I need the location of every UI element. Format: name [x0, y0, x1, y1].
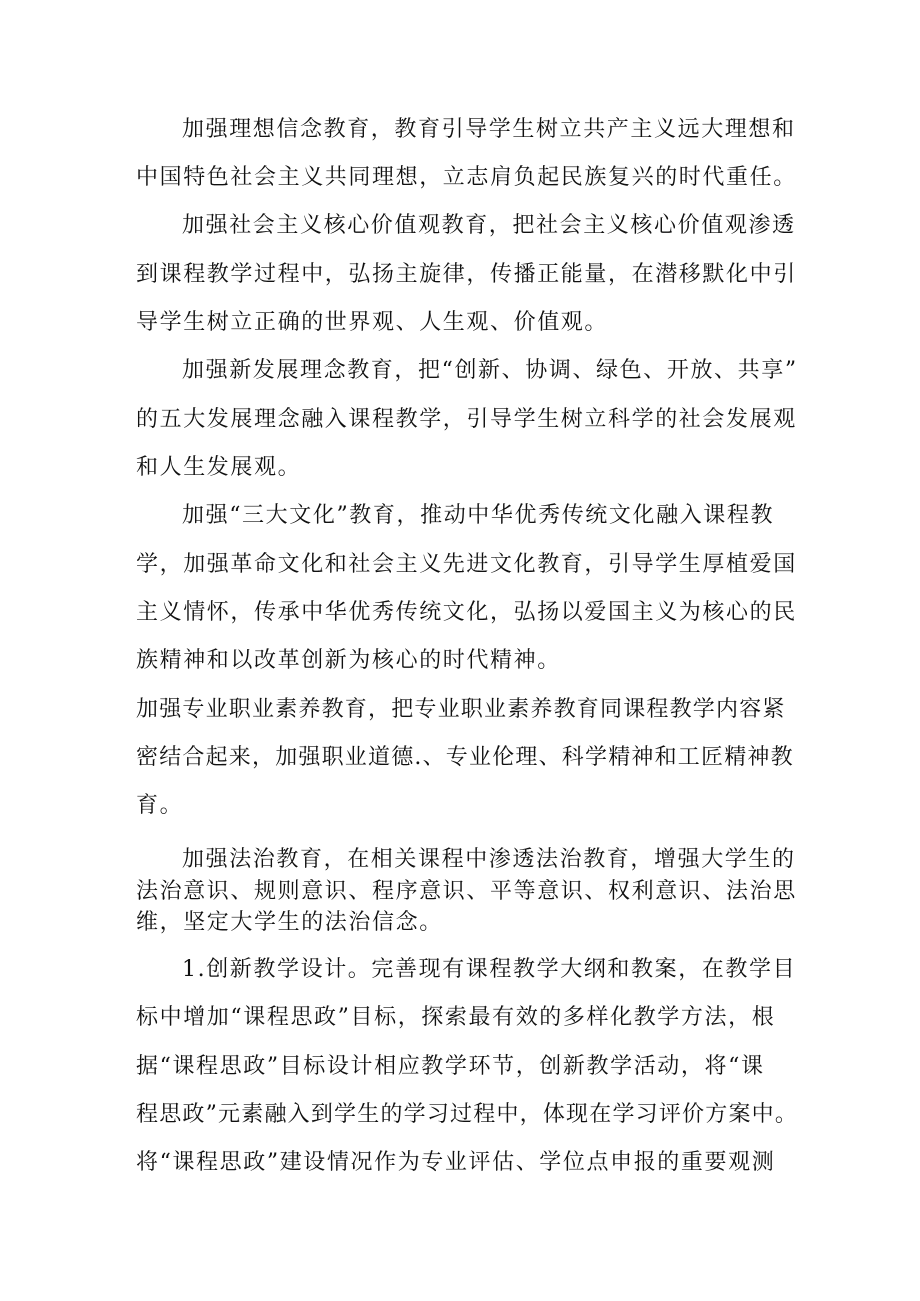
text-line: 密结合起来，加强职业道德.、专业伦理、科学精神和工匠精神教 [136, 745, 794, 770]
text-line: 程思政”元素融入到学生的学习过程中，体现在学习评价方案中。 [136, 1102, 799, 1127]
text-line: 加强新发展理念教育，把“创新、协调、绿色、开放、共享” [182, 358, 798, 383]
text-line: 加强法治教育，在相关课程中渗透法治教育，增强大学生的 [182, 847, 796, 872]
text-line: 到课程教学过程中，弘扬主旋律，传播正能量，在潜移默化中引 [136, 262, 797, 287]
text-line: 育。 [136, 793, 184, 818]
text-line: 导学生树立正确的世界观、人生观、价值观。 [136, 310, 609, 335]
text-line: 加强社会主义核心价值观教育，把社会主义核心价值观渗透 [182, 213, 796, 238]
text-line: 加强专业职业素养教育，把专业职业素养教育同课程教学内容紧 [136, 697, 786, 722]
text-line: 据“课程思政”目标设计相应教学环节，创新教学活动，将“课 [136, 1054, 765, 1079]
text-line: 加强“三大文化”教育，推动中华优秀传统文化融入课程教 [182, 503, 775, 528]
text-line: 标中增加“课程思政”目标，探索最有效的多样化教学方法，根 [136, 1005, 776, 1030]
text-line: 和人生发展观。 [136, 455, 302, 480]
text-line: 1.创新教学设计。完善现有课程教学大纲和教案，在教学目 [182, 957, 797, 982]
text-line: 法治意识、规则意识、程序意识、平等意识、权利意识、法治思 [136, 879, 797, 904]
text-line: 将“课程思政”建设情况作为专业评估、学位点申报的重要观测 [136, 1150, 776, 1175]
text-line: 学，加强革命文化和社会主义先进文化教育，引导学生厚植爱国 [136, 552, 797, 577]
text-line: 加强理想信念教育，教育引导学生树立共产主义远大理想和 [182, 117, 796, 142]
text-line: 的五大发展理念融入课程教学，引导学生树立科学的社会发展观 [136, 407, 797, 432]
text-line: 主义情怀，传承中华优秀传统文化，弘扬以爱国主义为核心的民 [136, 600, 797, 625]
text-line: 族精神和以改革创新为核心的时代精神。 [136, 648, 561, 673]
text-line: 中国特色社会主义共同理想，立志肩负起民族复兴的时代重任。 [136, 165, 797, 190]
text-line: 维，坚定大学生的法治信念。 [136, 910, 443, 935]
